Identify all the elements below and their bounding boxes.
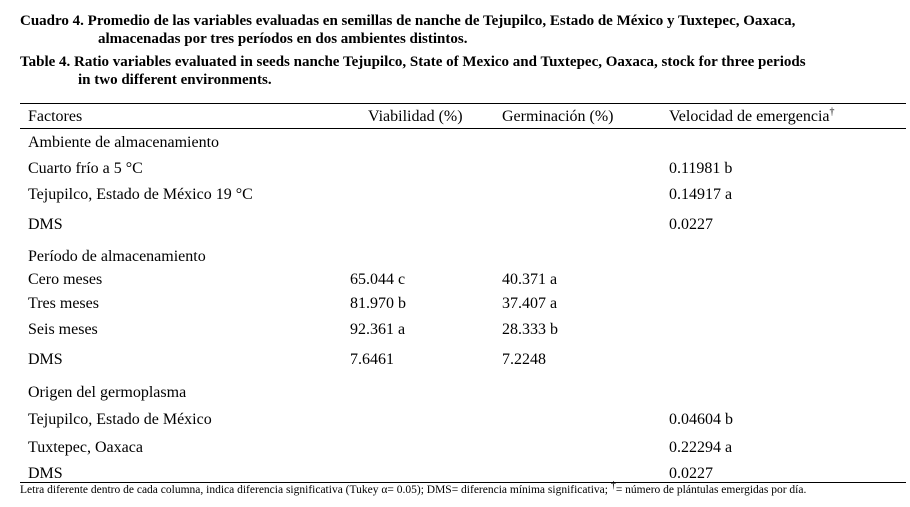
row-label: Tejupilco, Estado de México bbox=[28, 411, 212, 428]
header-dagger: † bbox=[829, 106, 835, 118]
footnote-part1: Letra diferente dentro de cada columna, indica diferencia significativa (Tukey α= 0.05); DMS= diferencia mínima significativa; bbox=[20, 484, 611, 496]
header-velocidad-text: Velocidad de emergencia bbox=[669, 108, 830, 125]
section-ambiente: Ambiente de almacenamiento bbox=[28, 134, 220, 151]
row-label: Seis meses bbox=[28, 321, 98, 338]
row-viabilidad: 81.970 b bbox=[350, 295, 406, 312]
table-top-rule bbox=[20, 103, 906, 104]
row-viabilidad: 92.361 a bbox=[350, 321, 406, 338]
caption-english bbox=[20, 53, 904, 89]
row-velocidad: 0.22294 a bbox=[669, 439, 733, 456]
row-label: DMS bbox=[28, 465, 63, 482]
row-label: Cero meses bbox=[28, 271, 103, 288]
footnote-part2: = número de plántulas emergidas por día. bbox=[615, 484, 807, 496]
row-germinacion: 28.333 b bbox=[502, 321, 558, 338]
row-velocidad: 0.0227 bbox=[669, 216, 713, 233]
section-origen: Origen del germoplasma bbox=[28, 384, 187, 401]
header-germinacion: Germinación (%) bbox=[502, 108, 614, 125]
header-rule bbox=[20, 128, 906, 129]
table-bottom-rule bbox=[20, 482, 906, 483]
footnote bbox=[20, 480, 807, 497]
header-velocidad bbox=[669, 108, 835, 126]
row-label: Tuxtepec, Oaxaca bbox=[28, 439, 143, 456]
caption-en-label: Table 4. bbox=[20, 54, 71, 70]
caption-es-line2: almacenadas por tres períodos en dos ambientes distintos. bbox=[98, 31, 468, 47]
row-velocidad: 0.14917 a bbox=[669, 186, 733, 203]
row-label: Tejupilco, Estado de México 19 °C bbox=[28, 186, 253, 203]
row-germinacion: 40.371 a bbox=[502, 271, 558, 288]
row-germinacion: 37.407 a bbox=[502, 295, 558, 312]
footnote-dagger: † bbox=[610, 480, 616, 492]
caption-en-line1: Ratio variables evaluated in seeds nanche Tejupilco, State of Mexico and Tuxtepec, Oaxaca, stock for three periods bbox=[70, 54, 806, 70]
row-velocidad: 0.11981 b bbox=[669, 160, 733, 177]
section-periodo: Período de almacenamiento bbox=[28, 248, 206, 265]
caption-es-line1: Promedio de las variables evaluadas en semillas de nanche de Tejupilco, Estado de México y Tuxtepec, Oaxaca, bbox=[83, 13, 796, 29]
row-viabilidad: 7.6461 bbox=[350, 351, 394, 368]
caption-es-label: Cuadro 4. bbox=[20, 13, 84, 29]
row-label: DMS bbox=[28, 351, 63, 368]
row-germinacion: 7.2248 bbox=[502, 351, 546, 368]
caption-spanish bbox=[20, 12, 904, 48]
header-viabilidad: Viabilidad (%) bbox=[368, 108, 463, 125]
row-label: DMS bbox=[28, 216, 63, 233]
row-viabilidad: 65.044 c bbox=[350, 271, 406, 288]
row-velocidad: 0.04604 b bbox=[669, 411, 733, 428]
row-label: Tres meses bbox=[28, 295, 99, 312]
caption-en-line2: in two different environments. bbox=[78, 72, 272, 88]
header-factores: Factores bbox=[28, 108, 83, 125]
row-label: Cuarto frío a 5 °C bbox=[28, 160, 143, 177]
row-velocidad: 0.0227 bbox=[669, 465, 713, 482]
